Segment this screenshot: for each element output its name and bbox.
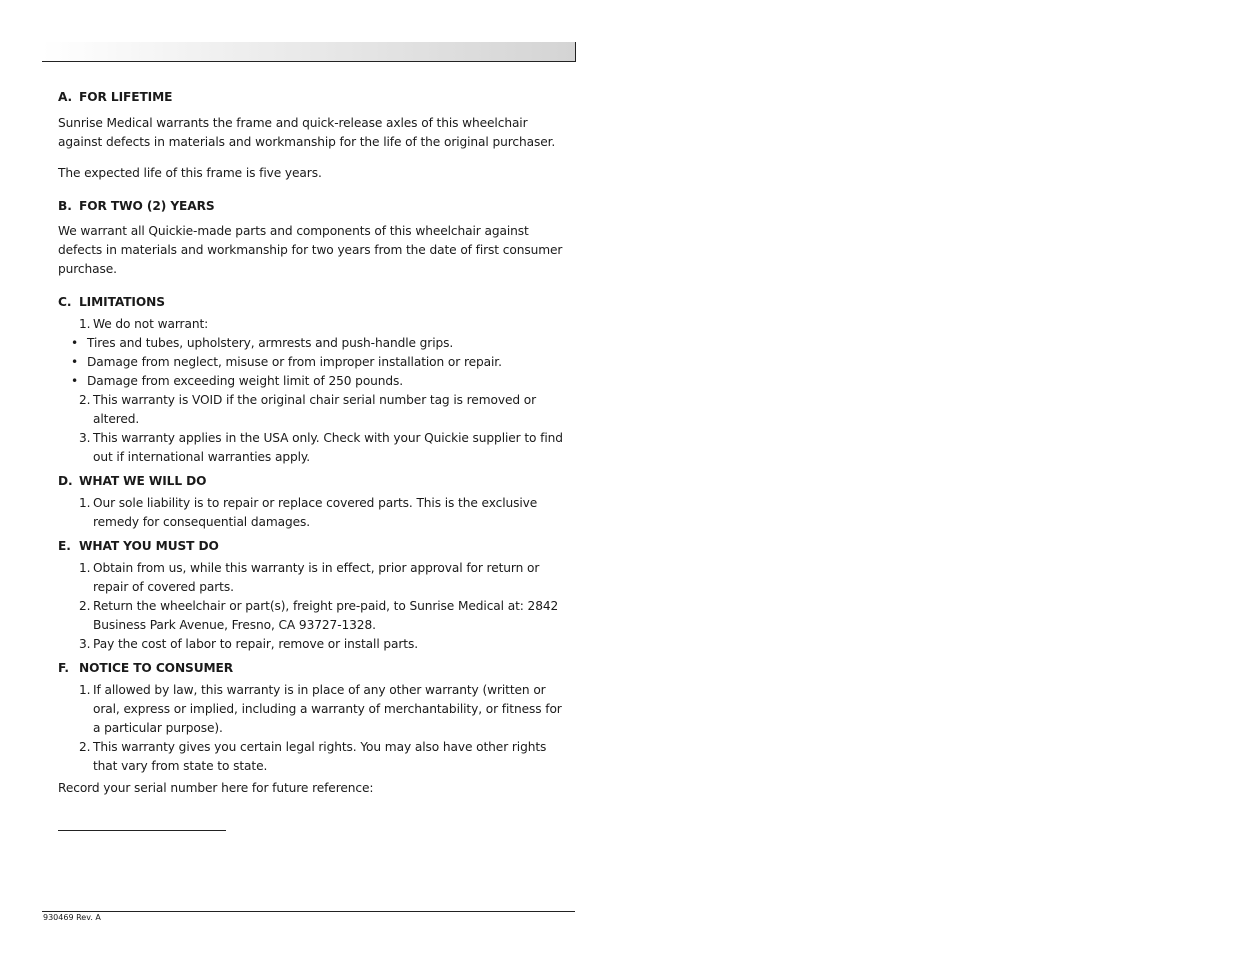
list-item — [79, 681, 568, 738]
list-item-number: 3. — [79, 431, 91, 445]
section-d-list — [58, 494, 568, 532]
section-a-title: FOR LIFETIME — [79, 90, 173, 104]
section-a-heading — [58, 88, 568, 107]
list-item-text: This warranty applies in the USA only. Check with your Quickie supplier to find out if international warranties apply. — [93, 431, 563, 464]
list-item — [79, 315, 568, 334]
list-item — [79, 597, 568, 635]
section-f-heading — [58, 659, 568, 678]
bullet-text: Damage from neglect, misuse or from improper installation or repair. — [87, 355, 502, 369]
section-e-list — [58, 559, 568, 654]
list-item-text: We do not warrant: — [93, 317, 209, 331]
section-e-title: WHAT YOU MUST DO — [79, 539, 219, 553]
section-f-title: NOTICE TO CONSUMER — [79, 661, 234, 675]
list-item-number: 2. — [79, 740, 91, 754]
section-c-bullet-list — [58, 334, 568, 391]
header-gradient-bar — [42, 42, 576, 62]
list-item-number: 1. — [79, 683, 91, 697]
list-item — [79, 429, 568, 467]
section-b-heading — [58, 197, 568, 216]
section-e-letter: E. — [58, 539, 71, 553]
list-item-text: This warranty gives you certain legal rights. You may also have other rights that vary from state to state. — [93, 740, 547, 773]
footer-rule — [42, 911, 575, 912]
section-c-letter: C. — [58, 295, 72, 309]
list-item-text: Return the wheelchair or part(s), freight pre-paid, to Sunrise Medical at: 2842 Business Park Avenue, Fresno, CA 93727-1328. — [93, 599, 559, 632]
list-item — [79, 635, 568, 654]
section-d-letter: D. — [58, 474, 73, 488]
warranty-content — [58, 88, 568, 831]
section-a-paragraph-1: Sunrise Medical warrants the frame and quick-release axles of this wheelchair against defects in materials and workmanship for the life of the original purchaser. — [58, 116, 556, 149]
list-item-text: Our sole liability is to repair or replace covered parts. This is the exclusive remedy for consequential damages. — [93, 496, 538, 529]
list-item-number: 3. — [79, 637, 91, 651]
list-item — [79, 559, 568, 597]
list-item-number: 2. — [79, 393, 91, 407]
list-item-text: Obtain from us, while this warranty is in effect, prior approval for return or repair of covered parts. — [93, 561, 540, 594]
section-e-heading — [58, 537, 568, 556]
bullet-icon: • — [71, 355, 79, 369]
list-item-number: 2. — [79, 599, 91, 613]
section-f-list — [58, 681, 568, 776]
bullet-icon: • — [71, 374, 79, 388]
section-b-paragraph-1: We warrant all Quickie-made parts and components of this wheelchair against defects in materials and workmanship for two years from the date of first consumer purchase. — [58, 224, 563, 276]
list-item — [79, 494, 568, 532]
list-item-number: 1. — [79, 317, 91, 331]
section-b-letter: B. — [58, 199, 72, 213]
bullet-text: Tires and tubes, upholstery, armrests and push-handle grips. — [87, 336, 454, 350]
section-b-title: FOR TWO (2) YEARS — [79, 199, 215, 213]
bullet-icon: • — [71, 336, 79, 350]
list-item-text: If allowed by law, this warranty is in place of any other warranty (written or oral, express or implied, including a warranty of merchantability, or fitness for a particular purpose). — [93, 683, 562, 735]
section-d-title: WHAT WE WILL DO — [79, 474, 207, 488]
section-c-list-continued — [58, 391, 568, 467]
bullet-text: Damage from exceeding weight limit of 250 pounds. — [87, 374, 404, 388]
section-c-heading — [58, 293, 568, 312]
bullet-item — [71, 334, 568, 353]
footer-doc-number: 930469 Rev. A — [43, 913, 101, 922]
list-item-number: 1. — [79, 561, 91, 575]
section-d-heading — [58, 472, 568, 491]
list-item — [79, 738, 568, 776]
record-serial-text: Record your serial number here for future reference: — [58, 781, 374, 795]
section-a-letter: A. — [58, 90, 73, 104]
list-item-text: Pay the cost of labor to repair, remove or install parts. — [93, 637, 419, 651]
serial-number-line — [58, 830, 226, 831]
list-item — [79, 391, 568, 429]
section-c-title: LIMITATIONS — [79, 295, 165, 309]
section-a-paragraph-2: The expected life of this frame is five years. — [58, 166, 322, 180]
bullet-item — [71, 372, 568, 391]
section-c-list — [58, 315, 568, 334]
section-f-letter: F. — [58, 661, 69, 675]
list-item-text: This warranty is VOID if the original chair serial number tag is removed or altered. — [93, 393, 537, 426]
bullet-item — [71, 353, 568, 372]
list-item-number: 1. — [79, 496, 91, 510]
